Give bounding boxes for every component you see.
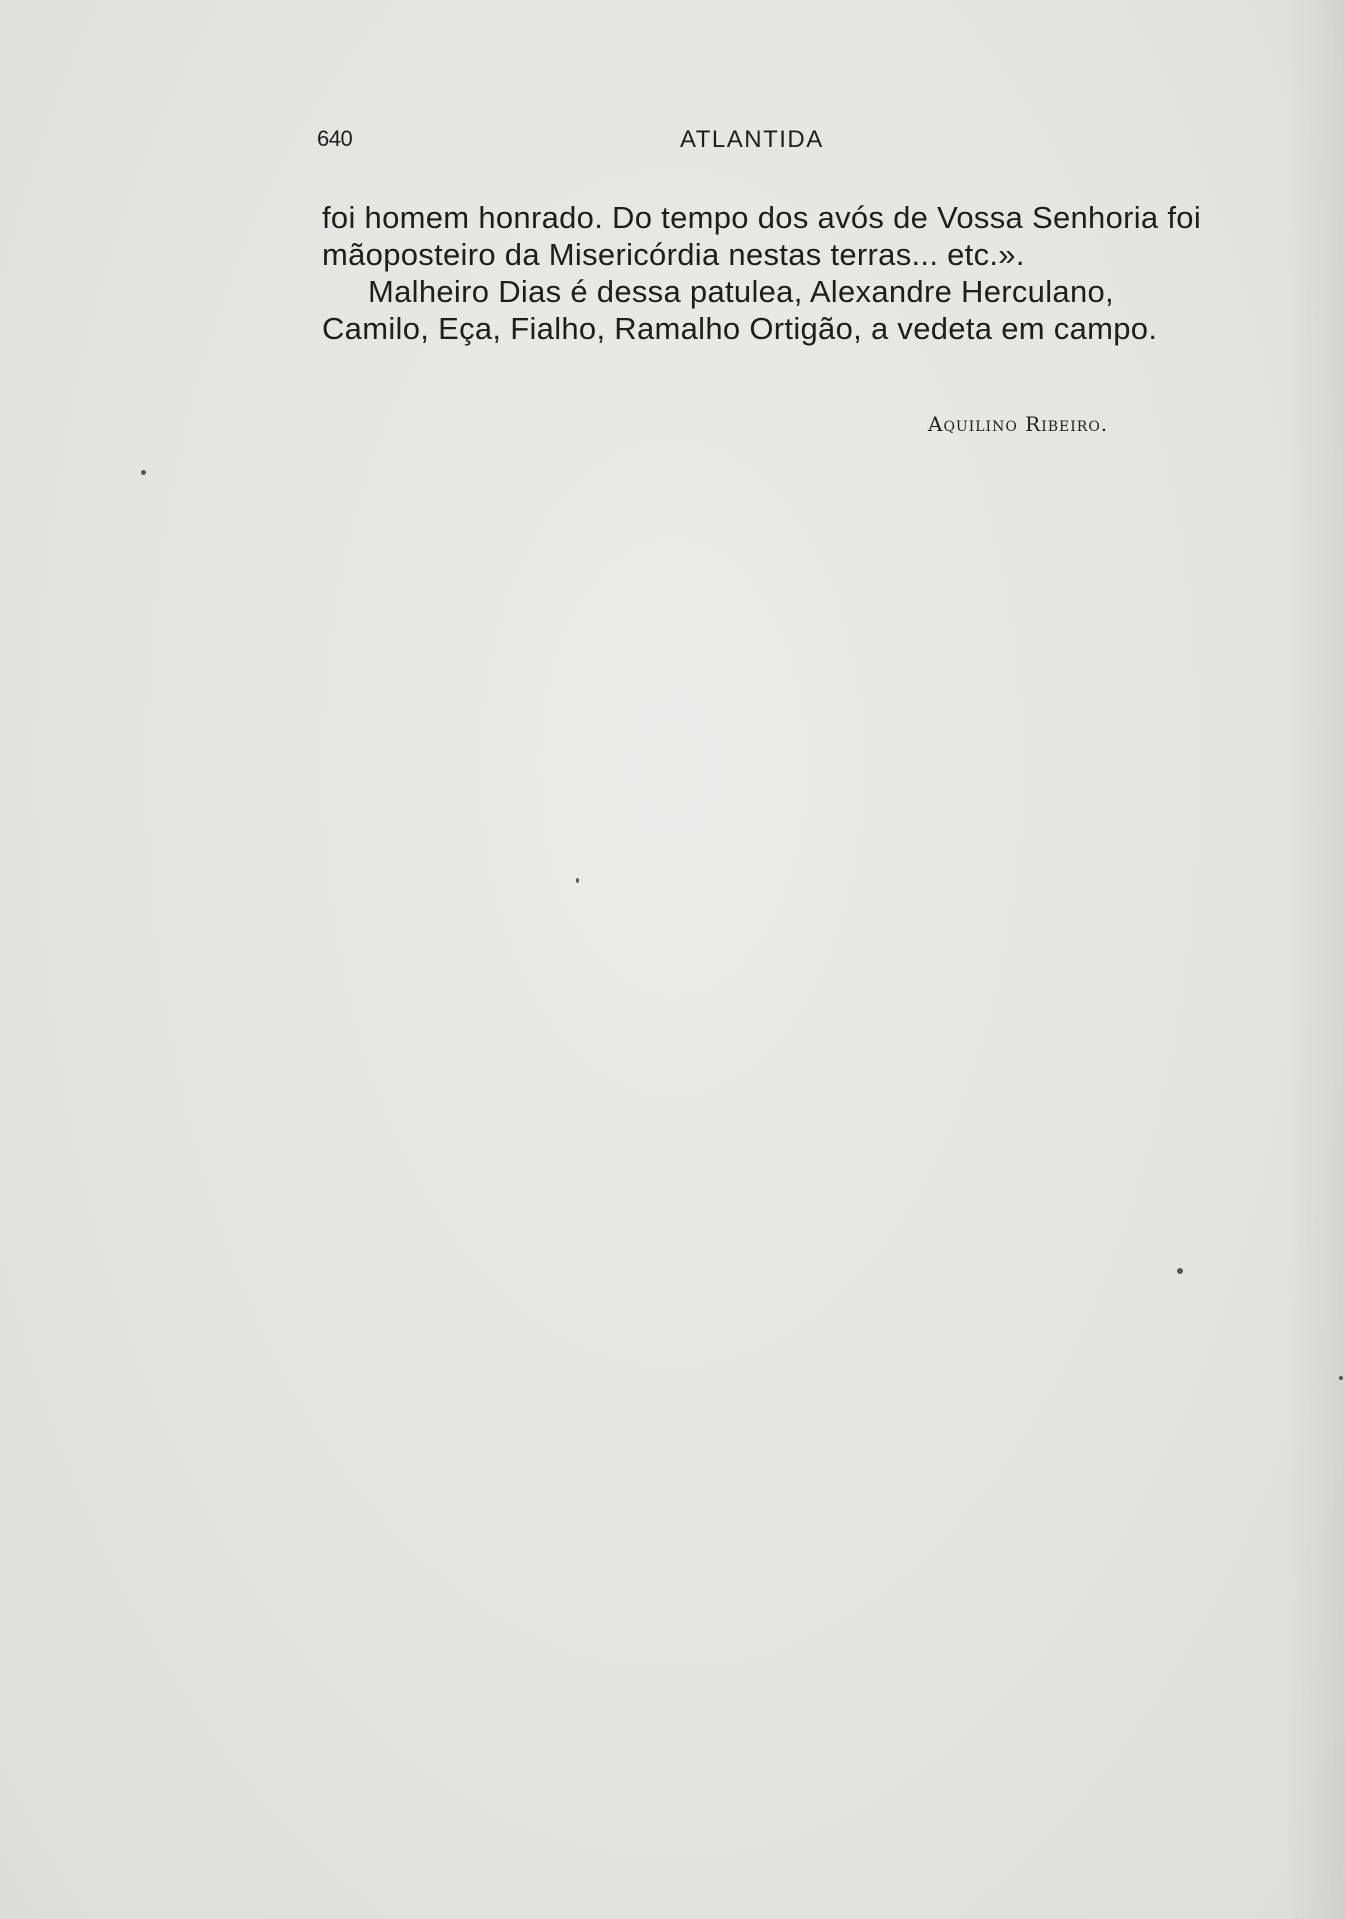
paper-speck (1177, 1268, 1183, 1274)
page-number: 640 (317, 126, 353, 151)
paper-speck (576, 878, 579, 883)
body-text (322, 199, 1207, 347)
running-title: ATLANTIDA (680, 126, 824, 153)
author-signature: Aquilino Ribeiro. (928, 412, 1109, 436)
page-edge-shadow (1285, 0, 1345, 1919)
paper-speck (141, 470, 146, 475)
paper-speck (1339, 1376, 1343, 1380)
paragraph-continuation: foi homem honrado. Do tempo dos avós de Vossa Senhoria foi mãoposteiro da Misericórdia nestas terras... etc.». (322, 200, 1202, 272)
running-head (317, 126, 997, 160)
paragraph: Malheiro Dias é dessa patulea, Alexandre Herculano, Camilo, Eça, Fialho, Ramalho Ortigão, a vedeta em campo. (322, 274, 1158, 346)
